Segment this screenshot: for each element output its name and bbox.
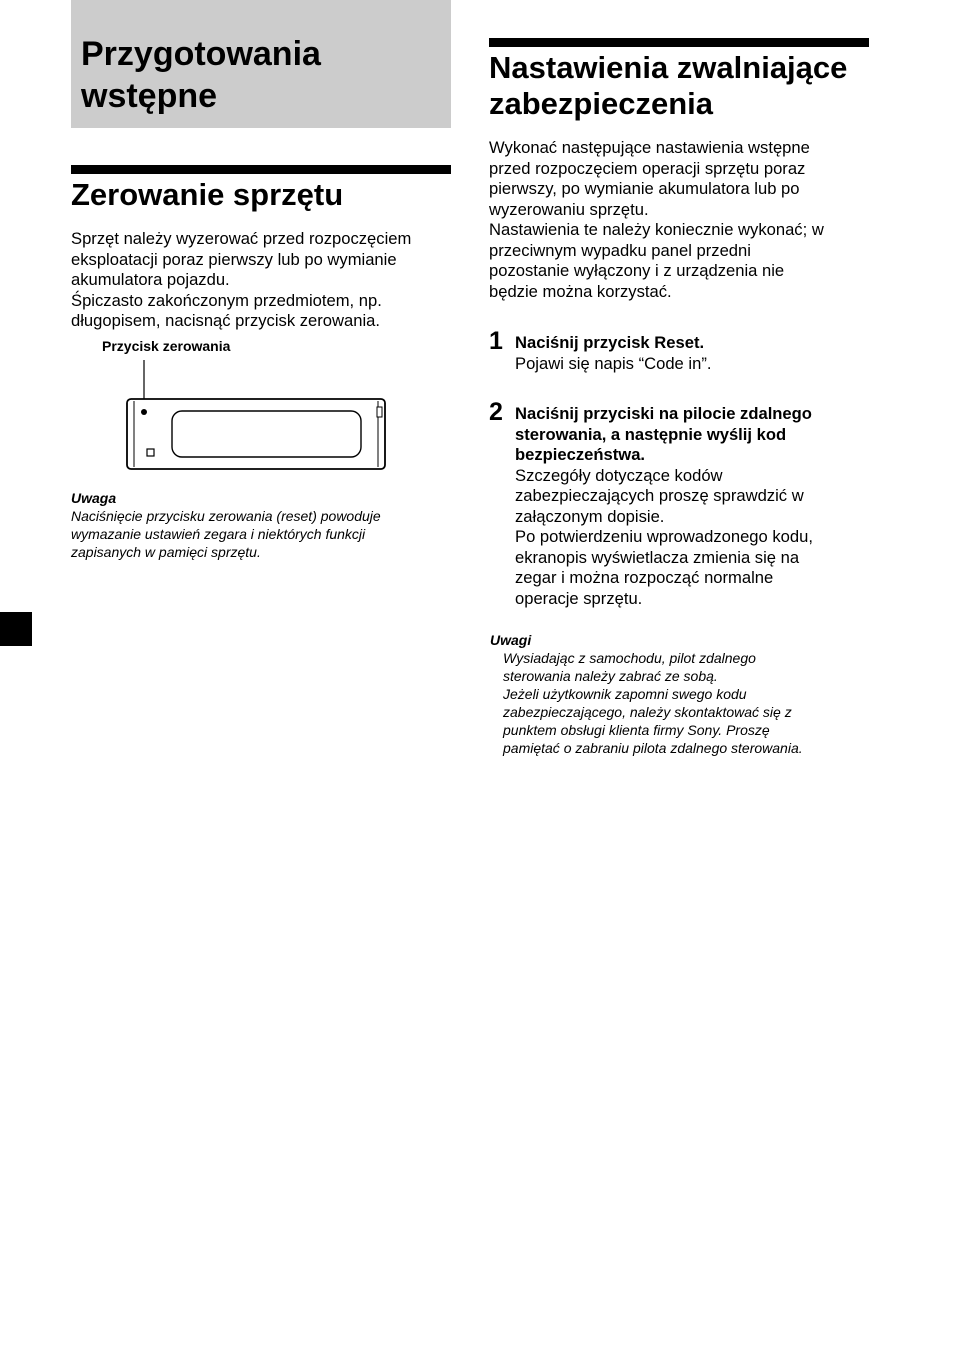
step-detail: Szczegóły dotyczące kodów bbox=[515, 465, 723, 485]
notes-list bbox=[490, 649, 890, 757]
intro-line: przed rozpoczęciem operacji sprzętu poraz bbox=[489, 158, 806, 178]
notes-block bbox=[490, 631, 890, 757]
note-title: Uwaga bbox=[71, 490, 117, 506]
step-instruction: sterowania, a następnie wyślij kod bbox=[515, 424, 787, 444]
faceplate-illustration bbox=[120, 355, 395, 475]
body-line: akumulatora pojazdu. bbox=[71, 270, 230, 289]
reset-button-icon bbox=[141, 409, 147, 415]
step-instruction: Naciśnij przyciski na pilocie zdalnego bbox=[515, 404, 812, 423]
notes-line: Jeżeli użytkownik zapomni swego kodu bbox=[503, 686, 747, 702]
step-2 bbox=[515, 404, 875, 609]
intro-line: będzie można korzystać. bbox=[489, 281, 672, 301]
section-title-security bbox=[489, 50, 847, 122]
intro-line: Wykonać następujące nastawienia wstępne bbox=[489, 138, 810, 157]
step-detail: zabezpieczających proszę sprawdzić w bbox=[515, 486, 804, 505]
step-number: 1 bbox=[489, 327, 503, 355]
note-line: wymazanie ustawień zegara i niektórych funkcji bbox=[71, 526, 366, 542]
note-block bbox=[71, 489, 471, 561]
body-line: eksploatacji poraz pierwszy lub po wymianie bbox=[71, 249, 397, 269]
reset-body-text bbox=[71, 229, 461, 332]
security-title-line2: zabezpieczenia bbox=[489, 86, 713, 121]
note-line: Naciśnięcie przycisku zerowania (reset) powoduje bbox=[71, 508, 381, 524]
body-line: Sprzęt należy wyzerować przed rozpoczęciem bbox=[71, 229, 412, 248]
step-detail: zegar i można rozpocząć normalne bbox=[515, 568, 774, 587]
step-detail: załączonym dopisie. bbox=[515, 506, 665, 526]
faceplate-slot-icon bbox=[377, 407, 382, 417]
chapter-title bbox=[81, 33, 321, 117]
section-rule-left bbox=[71, 165, 451, 174]
step-number: 2 bbox=[489, 398, 503, 426]
notes-line: punktem obsługi klienta firmy Sony. Proszę bbox=[503, 722, 770, 738]
step-1 bbox=[515, 333, 875, 374]
section-rule-right bbox=[489, 38, 869, 47]
chapter-title-line2: wstępne bbox=[81, 77, 218, 115]
display-window bbox=[172, 411, 361, 457]
notes-line: sterowania należy zabrać ze sobą. bbox=[503, 668, 718, 684]
step-detail: Po potwierdzeniu wprowadzonego kodu, bbox=[515, 527, 813, 546]
step-detail: operacje sprzętu. bbox=[515, 588, 643, 608]
notes-line: zabezpieczającego, należy skontaktować się z bbox=[503, 704, 792, 720]
figure-caption: Przycisk zerowania bbox=[102, 338, 231, 354]
security-title-line1: Nastawienia zwalniające bbox=[489, 50, 848, 85]
notes-line: pamiętać o zabraniu pilota zdalnego sterowania. bbox=[503, 740, 803, 756]
intro-line: pierwszy, po wymianie akumulatora lub po bbox=[489, 179, 800, 198]
intro-line: Nastawienia te należy koniecznie wykonać; w bbox=[489, 220, 824, 239]
side-tab-marker bbox=[0, 612, 32, 646]
note-line: zapisanych w pamięci sprzętu. bbox=[71, 544, 261, 560]
chapter-title-line1: Przygotowania bbox=[81, 35, 321, 73]
step-detail: ekranopis wyświetlacza zmienia się na bbox=[515, 547, 800, 567]
security-intro-text bbox=[489, 138, 879, 302]
body-line: długopisem, nacisnąć przycisk zerowania. bbox=[71, 311, 380, 330]
step-instruction: Naciśnij przycisk Reset. bbox=[515, 333, 705, 352]
step-instruction: bezpieczeństwa. bbox=[515, 445, 646, 464]
step-detail: Pojawi się napis “Code in”. bbox=[515, 353, 712, 373]
chapter-header-box bbox=[71, 0, 451, 128]
section-title-reset: Zerowanie sprzętu bbox=[71, 177, 344, 212]
faceplate-square-icon bbox=[147, 449, 154, 456]
notes-line: Wysiadając z samochodu, pilot zdalnego bbox=[503, 650, 756, 666]
intro-line: pozostanie wyłączony i z urządzenia nie bbox=[489, 261, 785, 280]
intro-line: wyzerowaniu sprzętu. bbox=[489, 199, 649, 219]
notes-title: Uwagi bbox=[490, 632, 532, 648]
intro-line: przeciwnym wypadku panel przedni bbox=[489, 240, 751, 260]
body-line: Śpiczasto zakończonym przedmiotem, np. bbox=[71, 290, 382, 310]
